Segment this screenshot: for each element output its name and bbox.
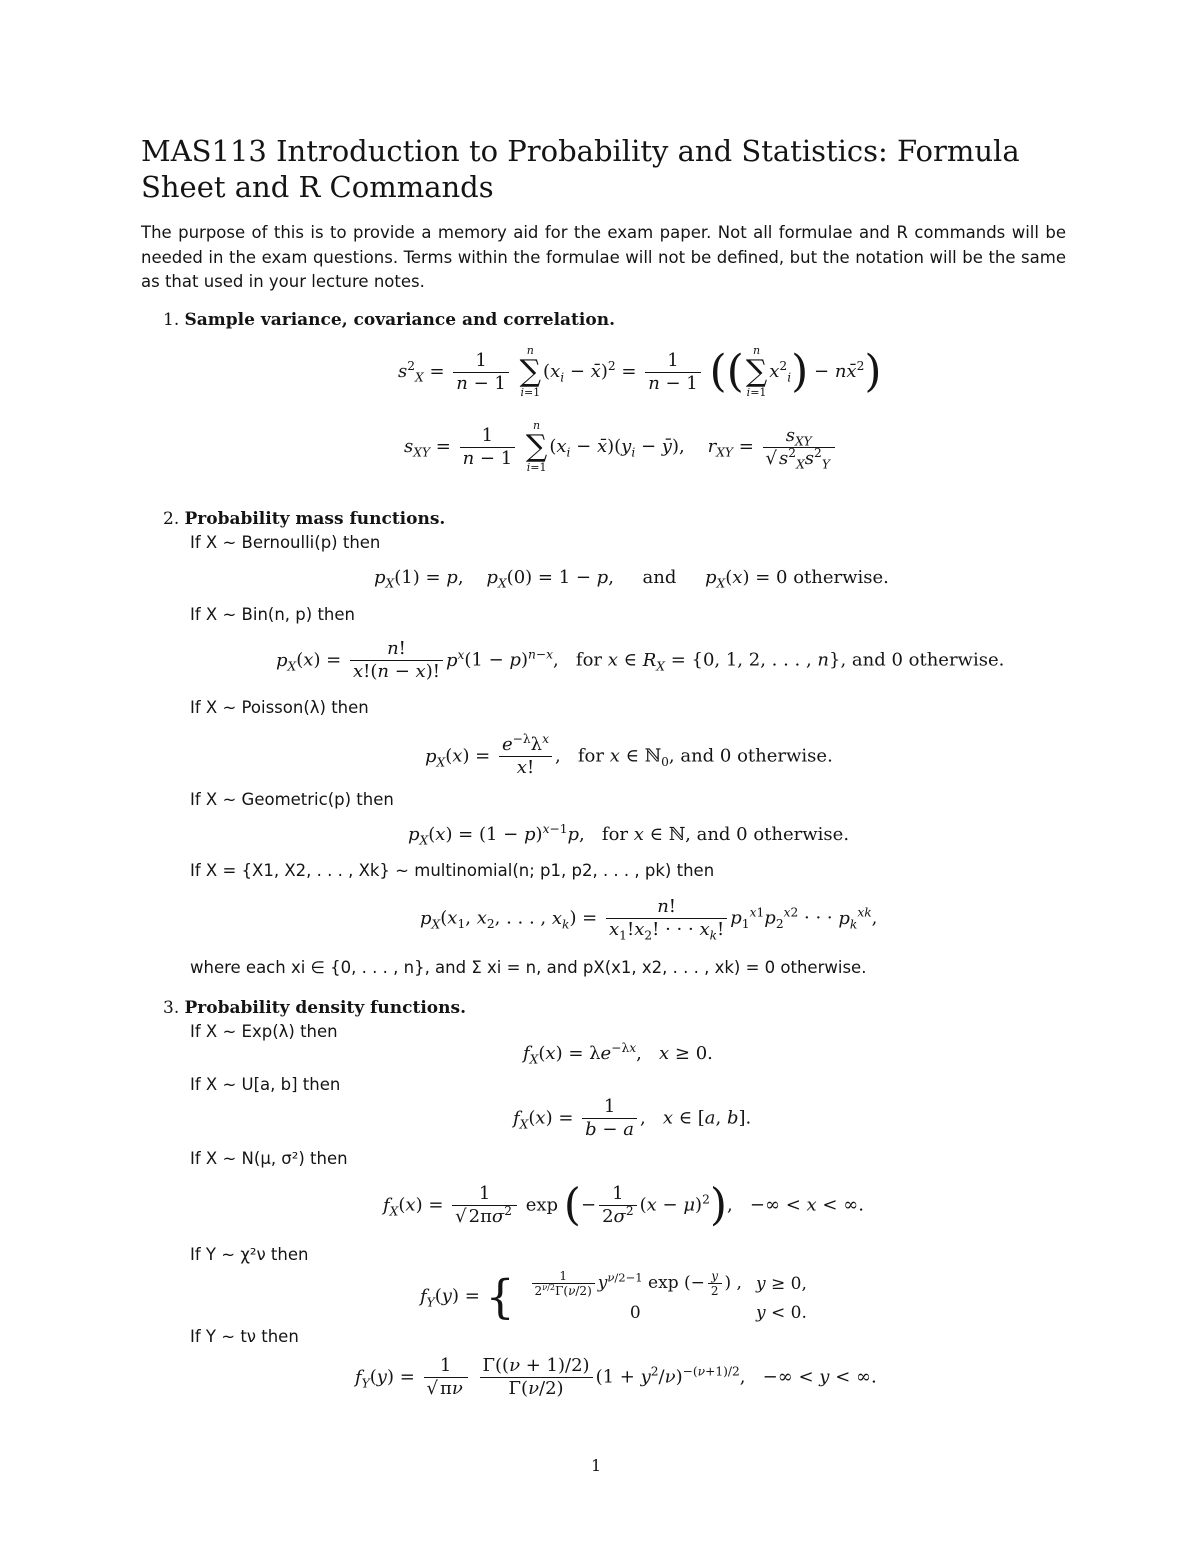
normal-intro: If X ∼ N(μ, σ²) then [190,1149,348,1168]
intro-paragraph: The purpose of this is to provide a memory aid for the exam paper. Not all formulae and R commands will be needed in the exam questions. Terms within the formulae will not be defined, but the notation will be the same as that used in your lecture notes. [141,223,1066,291]
section-3-title: Probability density functions. [184,998,466,1018]
normal-pdf: $f_X(x)$ = $\frac{1}{√ 2\pi\sigma^2}$ exp (− $\frac{1}{2\sigma^2}$ $(x - \mu)^2$), −∞ < x < ∞. [383,1179,864,1231]
bernoulli-pmf: $p_X(1) = p$, $p_X(0) = 1 - p$, and $p_X(x) = 0$ otherwise. [374,567,889,591]
binomial-pmf: $p_X(x)$ = $\frac{n!}{x!(n - x)!}$ $p^x(1 - p)^{n-x}$, for x ∈ $R_X = \{0$, 1, 2, . . . , n}, and 0 otherwise. [276,638,1005,682]
document-title: MAS113 Introduction to Probability and Statistics: Formula Sheet and R Commands [141,134,1020,204]
exponential-intro: If X ∼ Exp(λ) then [190,1022,338,1041]
t-pdf: $f_Y(y)$ = $\frac{1}{√ \pi\nu}$ $\frac{\Gamma((\nu + 1)/2)}{\Gamma(\nu/2)}$ $(1 + y^2/\nu)^{-(\nu+1)/2}$, −∞ < y < ∞. [355,1355,877,1399]
poisson-pmf: $p_X(x)$ = $\frac{e^{-\lambda}\lambda^x}{x!}$ , for x ∈ ℕ$_0$, and 0 otherwise. [425,732,833,778]
page-number: 1 [591,1456,602,1475]
geometric-pmf: $p_X(x) = (1 - p)^{x-1}p$, for x ∈ ℕ, and 0 otherwise. [408,822,850,848]
t-intro: If Y ∼ tν then [190,1327,299,1346]
section-1-title: Sample variance, covariance and correlation. [184,310,615,330]
multinomial-intro: If X = {X1, X2, . . . , Xk} ∼ multinomial(n; p1, p2, . . . , pk) then [190,861,715,880]
section-1-heading: 1. Sample variance, covariance and correlation. [163,310,615,330]
chisq-pdf: $f_Y(y)$ = { $\frac{1}{2^{\nu/2}\Gamma(\nu/2)}$ $y^{\nu/2-1}$ exp (− $\frac{y}{2}$ ) , y ≥ 0, 0 y < 0. [420,1269,807,1324]
section-2-title: Probability mass functions. [184,509,446,529]
covariance-correlation-formula: $s_{XY}$ = $\frac{1}{n - 1}$ n ∑ i=1 ($x_i$ − $x̄)(y_i$ − ȳ), $r_{XY}$ = $\frac{s_{XY}}{√ s^2_Xs^2_Y}$ [404,420,838,474]
bernoulli-intro: If X ∼ Bernoulli(p) then [190,533,381,552]
section-2-heading: 2. Probability mass functions. [163,509,446,529]
poisson-intro: If X ∼ Poisson(λ) then [190,698,369,717]
binomial-intro: If X ∼ Bin(n, p) then [190,605,355,624]
multinomial-where: where each xi ∈ {0, . . . , n}, and Σ xi = n, and pX(x1, x2, . . . , xk) = 0 otherwise. [190,958,867,977]
uniform-pdf: $f_X(x)$ = $\frac{1}{b - a}$ , x ∈ [a, b]. [513,1096,752,1140]
uniform-intro: If X ∼ U[a, b] then [190,1075,341,1094]
section-3-heading: 3. Probability density functions. [163,998,466,1018]
chisq-intro: If Y ∼ χ²ν then [190,1245,309,1264]
geometric-intro: If X ∼ Geometric(p) then [190,790,394,809]
exponential-pdf: $f_X(x) = \lambda e^{-\lambda x}$, x ≥ 0. [523,1041,713,1067]
multinomial-pmf: $p_X(x_1$, $x_2$, . . . , $x_k$) = $\frac{n!}{x_1!x_2! \cdot \cdot \cdot x_k!}$ $p_1^{x1}p_2^{x2}$ · · · $p_k^{xk}$, [420,896,878,943]
sample-variance-formula: $s^2_X$ = $\frac{1}{n - 1}$ n ∑ i=1 ($x_i$ − x̄)$^2$ = $\frac{1}{n - 1}$ (( n ∑ i=1 $x^2_i$) − nx̄$^2$) [398,344,882,399]
